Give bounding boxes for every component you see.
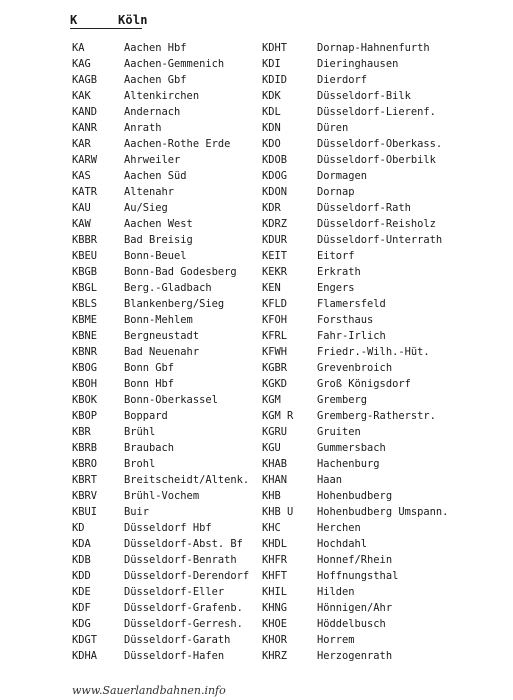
station-name: Dornap (317, 186, 355, 198)
station-code: KDUR (262, 234, 288, 246)
station-row (72, 392, 249, 408)
station-row (262, 584, 448, 600)
station-row (72, 88, 249, 104)
station-name: Hönnigen/Ahr (317, 602, 393, 614)
station-name: Düsseldorf-Eller (124, 586, 225, 598)
station-code: KBOH (72, 378, 98, 390)
station-code: KHB (262, 490, 281, 502)
station-code: KDHT (262, 42, 288, 54)
station-name: Haan (317, 474, 343, 486)
station-row (72, 584, 249, 600)
station-code: KBGL (72, 282, 98, 294)
station-name: Hochdahl (317, 538, 368, 550)
station-row (262, 168, 448, 184)
station-name: Dierdorf (317, 74, 368, 86)
station-row (262, 568, 448, 584)
station-row (262, 120, 448, 136)
station-name: Düsseldorf-Oberbilk (317, 154, 436, 166)
station-row (262, 216, 448, 232)
station-name: Bonn-Mehlem (124, 314, 193, 326)
station-code: KDR (262, 202, 281, 214)
station-row (262, 232, 448, 248)
station-name: Grevenbroich (317, 362, 393, 374)
station-code: KDG (72, 618, 91, 630)
station-name: Düsseldorf-Derendorf (124, 570, 250, 582)
heading-underline (70, 28, 142, 29)
station-name: Ahrweiler (124, 154, 181, 166)
station-row (72, 152, 249, 168)
station-name: Düsseldorf-Reisholz (317, 218, 436, 230)
station-name: Groß Königsdorf (317, 378, 411, 390)
station-row (72, 568, 249, 584)
station-code: KAGB (72, 74, 98, 86)
station-code: KGU (262, 442, 281, 454)
station-name: Bonn-Bad Godesberg (124, 266, 237, 278)
station-name: Bonn Gbf (124, 362, 175, 374)
station-row (262, 56, 448, 72)
station-row (72, 72, 249, 88)
station-code: KATR (72, 186, 98, 198)
station-code: KHOR (262, 634, 288, 646)
station-name: Düsseldorf-Unterrath (317, 234, 443, 246)
station-row (72, 488, 249, 504)
station-row (262, 488, 448, 504)
heading-code: K (70, 13, 78, 27)
station-name: Andernach (124, 106, 181, 118)
station-name: Düsseldorf-Abst. Bf (124, 538, 243, 550)
station-code: KGM (262, 394, 281, 406)
station-row (72, 648, 249, 664)
station-row (262, 408, 448, 424)
station-name: Herzogenrath (317, 650, 393, 662)
station-code: KFRL (262, 330, 288, 342)
station-name: Horrem (317, 634, 355, 646)
station-name: Blankenberg/Sieg (124, 298, 225, 310)
station-code: KDOB (262, 154, 288, 166)
station-code: KAU (72, 202, 91, 214)
station-name: Brohl (124, 458, 156, 470)
station-name: Honnef/Rhein (317, 554, 393, 566)
station-name: Herchen (317, 522, 361, 534)
station-name: Düsseldorf-Garath (124, 634, 231, 646)
station-code: KAK (72, 90, 91, 102)
station-code: KDOG (262, 170, 288, 182)
station-row (262, 40, 448, 56)
station-row (262, 296, 448, 312)
station-row (262, 392, 448, 408)
station-name: Dornap-Hahnenfurth (317, 42, 430, 54)
left-station-column (72, 40, 249, 664)
station-name: Düsseldorf-Hafen (124, 650, 225, 662)
station-code: KBR (72, 426, 91, 438)
right-station-column (262, 40, 448, 664)
station-name: Bonn-Oberkassel (124, 394, 218, 406)
station-code: KHAB (262, 458, 288, 470)
station-row (262, 136, 448, 152)
station-name: Hoffnungsthal (317, 570, 399, 582)
station-row (262, 632, 448, 648)
station-name: Düsseldorf-Grafenb. (124, 602, 243, 614)
station-name: Flamersfeld (317, 298, 386, 310)
station-row (72, 440, 249, 456)
station-code: KGM R (262, 410, 294, 422)
station-row (72, 120, 249, 136)
station-name: Braubach (124, 442, 175, 454)
station-row (72, 552, 249, 568)
station-code: KDD (72, 570, 91, 582)
station-row (72, 312, 249, 328)
station-name: Aachen-Rothe Erde (124, 138, 231, 150)
station-name: Breitscheidt/Altenk. (124, 474, 250, 486)
station-code: KDHA (72, 650, 98, 662)
station-code: KBRO (72, 458, 98, 470)
station-code: KDA (72, 538, 91, 550)
station-name: Eitorf (317, 250, 355, 262)
station-code: KDK (262, 90, 281, 102)
station-row (72, 136, 249, 152)
station-row (262, 72, 448, 88)
station-row (72, 40, 249, 56)
station-name: Dormagen (317, 170, 368, 182)
station-name: Erkrath (317, 266, 361, 278)
station-code: KBNR (72, 346, 98, 358)
station-code: KHOE (262, 618, 288, 630)
station-name: Dieringhausen (317, 58, 399, 70)
station-code: KGBR (262, 362, 288, 374)
station-code: KANR (72, 122, 98, 134)
station-code: KDB (72, 554, 91, 566)
station-code: KBGB (72, 266, 98, 278)
station-name: Brühl (124, 426, 156, 438)
station-code: KDON (262, 186, 288, 198)
station-code: KBUI (72, 506, 98, 518)
station-name: Bergneustadt (124, 330, 200, 342)
station-code: KHB U (262, 506, 294, 518)
station-name: Bonn Hbf (124, 378, 175, 390)
station-name: Hohenbudberg (317, 490, 393, 502)
station-row (262, 376, 448, 392)
station-row (72, 248, 249, 264)
station-row (262, 440, 448, 456)
station-code: KHC (262, 522, 281, 534)
station-name: Boppard (124, 410, 168, 422)
station-name: Hachenburg (317, 458, 380, 470)
station-name: Düsseldorf Hbf (124, 522, 212, 534)
station-row (72, 104, 249, 120)
station-name: Brühl-Vochem (124, 490, 200, 502)
station-code: KBBR (72, 234, 98, 246)
station-code: KBRT (72, 474, 98, 486)
station-row (72, 632, 249, 648)
station-name: Hohenbudberg Umspann. (317, 506, 449, 518)
heading-name: Köln (118, 13, 148, 27)
station-code: KAR (72, 138, 91, 150)
page-heading (70, 13, 148, 27)
station-code: KDE (72, 586, 91, 598)
station-row (262, 152, 448, 168)
station-code: KBOP (72, 410, 98, 422)
station-row (262, 520, 448, 536)
station-code: KAW (72, 218, 91, 230)
station-row (262, 248, 448, 264)
station-name: Bonn-Beuel (124, 250, 187, 262)
station-row (72, 376, 249, 392)
station-code: KDN (262, 122, 281, 134)
station-code: KFWH (262, 346, 288, 358)
station-row (262, 552, 448, 568)
station-code: KDO (262, 138, 281, 150)
station-row (72, 456, 249, 472)
station-row (262, 536, 448, 552)
station-row (72, 296, 249, 312)
station-name: Gruiten (317, 426, 361, 438)
station-code: KHAN (262, 474, 288, 486)
station-name: Bad Neuenahr (124, 346, 200, 358)
station-name: Düsseldorf-Lierenf. (317, 106, 436, 118)
station-code: KEIT (262, 250, 288, 262)
station-code: KHIL (262, 586, 288, 598)
station-code: KBNE (72, 330, 98, 342)
station-name: Altenkirchen (124, 90, 200, 102)
station-row (262, 472, 448, 488)
station-row (72, 216, 249, 232)
station-name: Aachen-Gemmenich (124, 58, 225, 70)
station-row (262, 104, 448, 120)
station-code: KGKD (262, 378, 288, 390)
station-name: Anrath (124, 122, 162, 134)
station-code: KD (72, 522, 85, 534)
station-name: Buir (124, 506, 150, 518)
footer-website: www.Sauerlandbahnen.info (72, 684, 226, 697)
station-row (72, 328, 249, 344)
station-row (262, 616, 448, 632)
station-row (72, 600, 249, 616)
station-row (72, 168, 249, 184)
station-code: KAS (72, 170, 91, 182)
station-code: KBOK (72, 394, 98, 406)
station-name: Bad Breisig (124, 234, 193, 246)
station-code: KHFR (262, 554, 288, 566)
station-row (262, 648, 448, 664)
station-name: Düsseldorf-Benrath (124, 554, 237, 566)
station-name: Altenahr (124, 186, 175, 198)
station-row (72, 408, 249, 424)
station-code: KHFT (262, 570, 288, 582)
station-code: KEKR (262, 266, 288, 278)
station-row (72, 360, 249, 376)
station-code: KBRV (72, 490, 98, 502)
station-name: Aachen West (124, 218, 193, 230)
station-code: KDI (262, 58, 281, 70)
station-name: Düsseldorf-Oberkass. (317, 138, 443, 150)
station-row (72, 280, 249, 296)
station-name: Forsthaus (317, 314, 374, 326)
station-row (262, 264, 448, 280)
station-row (262, 88, 448, 104)
station-name: Friedr.-Wilh.-Hüt. (317, 346, 430, 358)
station-name: Engers (317, 282, 355, 294)
station-name: Berg.-Gladbach (124, 282, 212, 294)
station-row (72, 520, 249, 536)
station-row (72, 536, 249, 552)
station-name: Aachen Hbf (124, 42, 187, 54)
station-row (72, 184, 249, 200)
station-code: KAG (72, 58, 91, 70)
station-code: KBRB (72, 442, 98, 454)
station-row (72, 264, 249, 280)
station-name: Düsseldorf-Rath (317, 202, 411, 214)
station-code: KHNG (262, 602, 288, 614)
station-name: Düsseldorf-Bilk (317, 90, 411, 102)
station-row (262, 456, 448, 472)
station-code: KDGT (72, 634, 98, 646)
station-code: KBEU (72, 250, 98, 262)
station-row (262, 424, 448, 440)
station-code: KBLS (72, 298, 98, 310)
station-row (262, 328, 448, 344)
station-row (72, 424, 249, 440)
station-row (262, 200, 448, 216)
station-row (262, 344, 448, 360)
station-name: Gummersbach (317, 442, 386, 454)
station-row (262, 312, 448, 328)
station-row (262, 360, 448, 376)
station-name: Fahr-Irlich (317, 330, 386, 342)
station-row (262, 184, 448, 200)
station-name: Aachen Süd (124, 170, 187, 182)
station-code: KBME (72, 314, 98, 326)
station-code: KDID (262, 74, 288, 86)
station-row (72, 56, 249, 72)
station-row (72, 200, 249, 216)
station-row (72, 504, 249, 520)
station-row (72, 232, 249, 248)
station-name: Gremberg-Ratherstr. (317, 410, 436, 422)
station-code: KFLD (262, 298, 288, 310)
station-name: Düren (317, 122, 349, 134)
station-code: KAND (72, 106, 98, 118)
station-name: Höddelbusch (317, 618, 386, 630)
station-code: KFOH (262, 314, 288, 326)
station-row (262, 280, 448, 296)
station-code: KEN (262, 282, 281, 294)
station-row (262, 600, 448, 616)
station-code: KDL (262, 106, 281, 118)
station-code: KDF (72, 602, 91, 614)
station-code: KARW (72, 154, 98, 166)
station-code: KBOG (72, 362, 98, 374)
station-code: KA (72, 42, 85, 54)
station-row (72, 472, 249, 488)
station-name: Düsseldorf-Gerresh. (124, 618, 243, 630)
station-code: KHRZ (262, 650, 288, 662)
station-name: Aachen Gbf (124, 74, 187, 86)
station-row (72, 344, 249, 360)
station-code: KDRZ (262, 218, 288, 230)
station-name: Hilden (317, 586, 355, 598)
station-row (72, 616, 249, 632)
station-code: KHDL (262, 538, 288, 550)
station-code: KGRU (262, 426, 288, 438)
station-name: Gremberg (317, 394, 368, 406)
station-name: Au/Sieg (124, 202, 168, 214)
station-row (262, 504, 448, 520)
